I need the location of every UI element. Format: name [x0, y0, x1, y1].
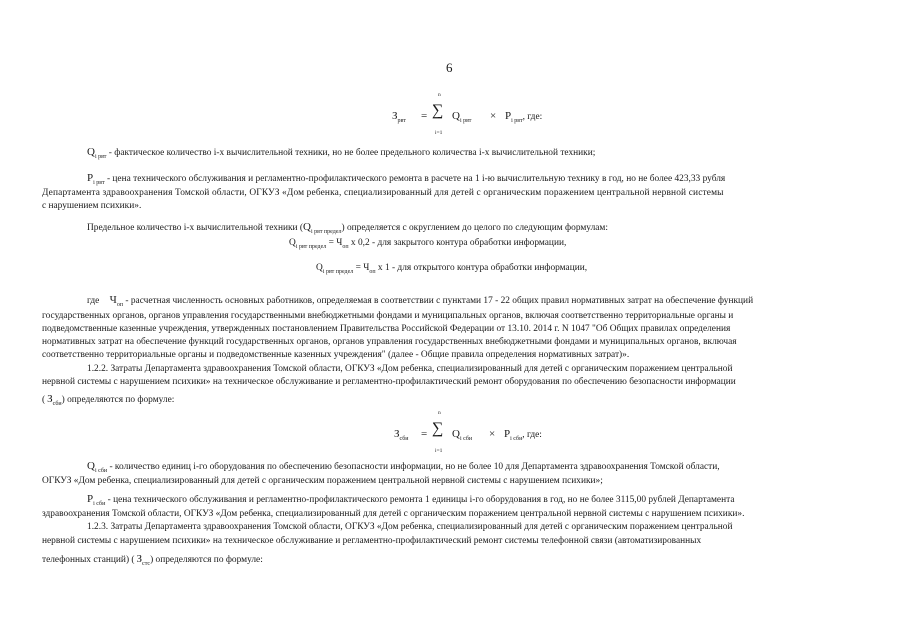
def-prefix: где	[87, 296, 100, 306]
definition-p-rvt-line3: с нарушением психики».	[42, 201, 142, 211]
definition-ch-op-line5: соответственно территориальные органы и подведомственные казенных учреждения" (далее - Общие правила определения нормативных затрат)».	[42, 350, 630, 360]
definition-p-sbi-line1	[87, 493, 735, 507]
sum-lower-limit: i=1	[435, 448, 443, 454]
formula-tail: , где:	[522, 112, 543, 122]
limit-intro-after: ) определяется с округлением до целого по следующим формулам:	[341, 223, 608, 233]
def-symbol: P	[87, 172, 94, 184]
def-text: - количество единиц i-го оборудования по обеспечению безопасности информации, но не более 10 для Департамента здравоохранения Томской области,	[107, 462, 720, 472]
formula-q: Q	[452, 110, 460, 122]
def-subscript: i сби	[94, 468, 108, 474]
lf-ch-sub: оп	[369, 269, 376, 275]
lf-tail: х 1 - для открытого контура обработки информации,	[375, 263, 588, 273]
def-symbol: P	[87, 493, 94, 505]
paragraph-1-2-2-line2: нервной системы с нарушением психики» на техническое обслуживание и регламентно-профилактический ремонт оборудования по обеспечению безопасности информации	[42, 377, 736, 387]
lf-q-sub: i рвт предел	[322, 269, 354, 275]
sigma-symbol: ∑	[432, 420, 444, 437]
definition-q-rvt	[87, 146, 595, 160]
formula-tail: , где:	[522, 430, 542, 440]
definition-ch-op-line2: государственных органов, органов управления государственными внебюджетными фондами и муниципальных органов, включая соответственно территориальные органы и	[42, 311, 734, 321]
p122-open: (	[42, 395, 46, 405]
sum-upper-limit: n	[438, 410, 441, 416]
paragraph-1-2-2-line1: 1.2.2. Затраты Департамента здравоохранения Томской области, ОГКУЗ «Дом ребенка, специализированный для детей с органическим поражением центральной	[87, 364, 733, 374]
sum-lower-limit: i=1	[435, 130, 443, 136]
limit-formula-open	[316, 263, 587, 275]
p123-before: телефонных станций) (	[42, 555, 135, 565]
def-subscript: i сби	[93, 501, 106, 507]
definition-ch-op-line1	[87, 294, 753, 308]
lf-ch-sub: оп	[342, 244, 349, 250]
p122-close: ) определяются по формуле:	[61, 395, 175, 405]
def-text: - цена технического обслуживания и регламентно-профилактического ремонта 1 единицы i-го оборудования в год, но не более 3115,00 рублей Департамента	[105, 495, 735, 505]
def-subscript: i рвт	[94, 154, 107, 160]
paragraph-1-2-3-line2: нервной системы с нарушением психики» на техническое обслуживание и регламентно-профилактический ремонт системы телефонной связи (автоматизированных	[42, 536, 702, 546]
def-subscript: оп	[116, 302, 124, 308]
definition-q-sbi-line1	[87, 460, 720, 474]
def-text: - расчетная численность основных работников, определяемая в соответствии с пунктами 17 - 22 общих правил нормативных затрат на обеспечение функций	[123, 296, 754, 306]
paragraph-1-2-3-line3	[42, 553, 263, 567]
formula-q-sub: i рвт	[459, 118, 472, 124]
def-symbol: Q	[87, 146, 95, 158]
formula-p-sub: i рвт	[511, 118, 523, 124]
p123-subscript: стс	[142, 561, 151, 567]
formula-times: ×	[490, 110, 497, 122]
page-number: 6	[446, 60, 453, 75]
def-subscript: i рвт	[93, 180, 105, 186]
formula-lhs: З	[394, 428, 400, 440]
definition-p-sbi-line2: здравоохранения Томской области, ОГКУЗ «Дом ребенка, специализированный для детей с органическим поражением центральной нервной системы с нарушением психики».	[42, 509, 745, 519]
lf-tail: х 0,2 - для закрытого контура обработки информации,	[348, 238, 567, 248]
lf-q-sub: i рвт предел	[295, 244, 327, 250]
def-symbol: Ч	[109, 294, 117, 306]
p123-after: ) определяются по формуле:	[150, 555, 263, 565]
limit-symbol: Q	[303, 221, 311, 233]
formula-lhs-sub: сби	[399, 436, 409, 442]
limit-subscript: i рвт предел	[311, 229, 342, 235]
formula-q: Q	[452, 428, 460, 440]
formula-p: P	[504, 428, 511, 440]
lf-q: Q	[289, 238, 296, 248]
formula-z-rvt	[392, 92, 592, 140]
formula-q-sub: i сби	[459, 436, 473, 442]
lf-rest: = Ч	[353, 263, 370, 273]
lf-q: Q	[316, 263, 323, 273]
formula-eq: =	[421, 428, 428, 440]
definition-ch-op-line4: нормативных затрат на обеспечение функций государственных органов, органов управления государственных внебюджетными фондами и муниципальных органов, включая	[42, 337, 737, 347]
def-symbol: Q	[87, 460, 95, 472]
limit-intro	[87, 221, 608, 235]
formula-eq: =	[421, 110, 428, 122]
sigma-symbol: ∑	[432, 102, 444, 119]
lf-rest: = Ч	[326, 238, 343, 248]
formula-lhs: З	[392, 110, 398, 122]
definition-ch-op-line3: подведомственные казенные учреждения, утвержденных постановлением Правительства Российской Федерации от 13.10. 2014 г. N 1047 "Об Общих правилах определения	[42, 324, 731, 334]
paragraph-1-2-3-line1: 1.2.3. Затраты Департамента здравоохранения Томской области, ОГКУЗ «Дом ребенка, специализированный для детей с органическим поражением центральной	[87, 522, 733, 532]
def-text: - цена технического обслуживания и регламентно-профилактического ремонта в расчете на 1 i-ю вычислительную технику в год, но не более 423,33 рубля	[104, 174, 726, 184]
paragraph-1-2-2-line3	[42, 393, 174, 407]
sum-upper-limit: n	[438, 92, 441, 98]
definition-q-sbi-line2: ОГКУЗ «Дом ребенка, специализированный для детей с органическим поражением центральной нервной системы с нарушением психики»;	[42, 476, 603, 486]
def-text: - фактическое количество i-х вычислительной техники, но не более предельного количества i-х вычислительной техники;	[106, 148, 596, 158]
formula-z-sbi	[394, 410, 594, 458]
definition-p-rvt-line1	[87, 172, 725, 186]
p122-symbol: З	[47, 393, 53, 405]
limit-intro-before: Предельное количество i-х вычислительной техники (	[87, 223, 304, 233]
p123-symbol: З	[136, 553, 143, 565]
limit-formula-closed	[289, 238, 566, 250]
definition-p-rvt-line2: Департамента здравоохранения Томской области, ОГКУЗ «Дом ребенка, специализированный для детей с органическим поражением центральной нервной системы	[42, 188, 724, 198]
formula-p-sub: i сби	[510, 436, 523, 442]
formula-times: ×	[489, 428, 496, 440]
p122-subscript: сби	[52, 401, 62, 407]
formula-p: P	[505, 110, 512, 122]
formula-lhs-sub: рвт	[397, 118, 406, 124]
